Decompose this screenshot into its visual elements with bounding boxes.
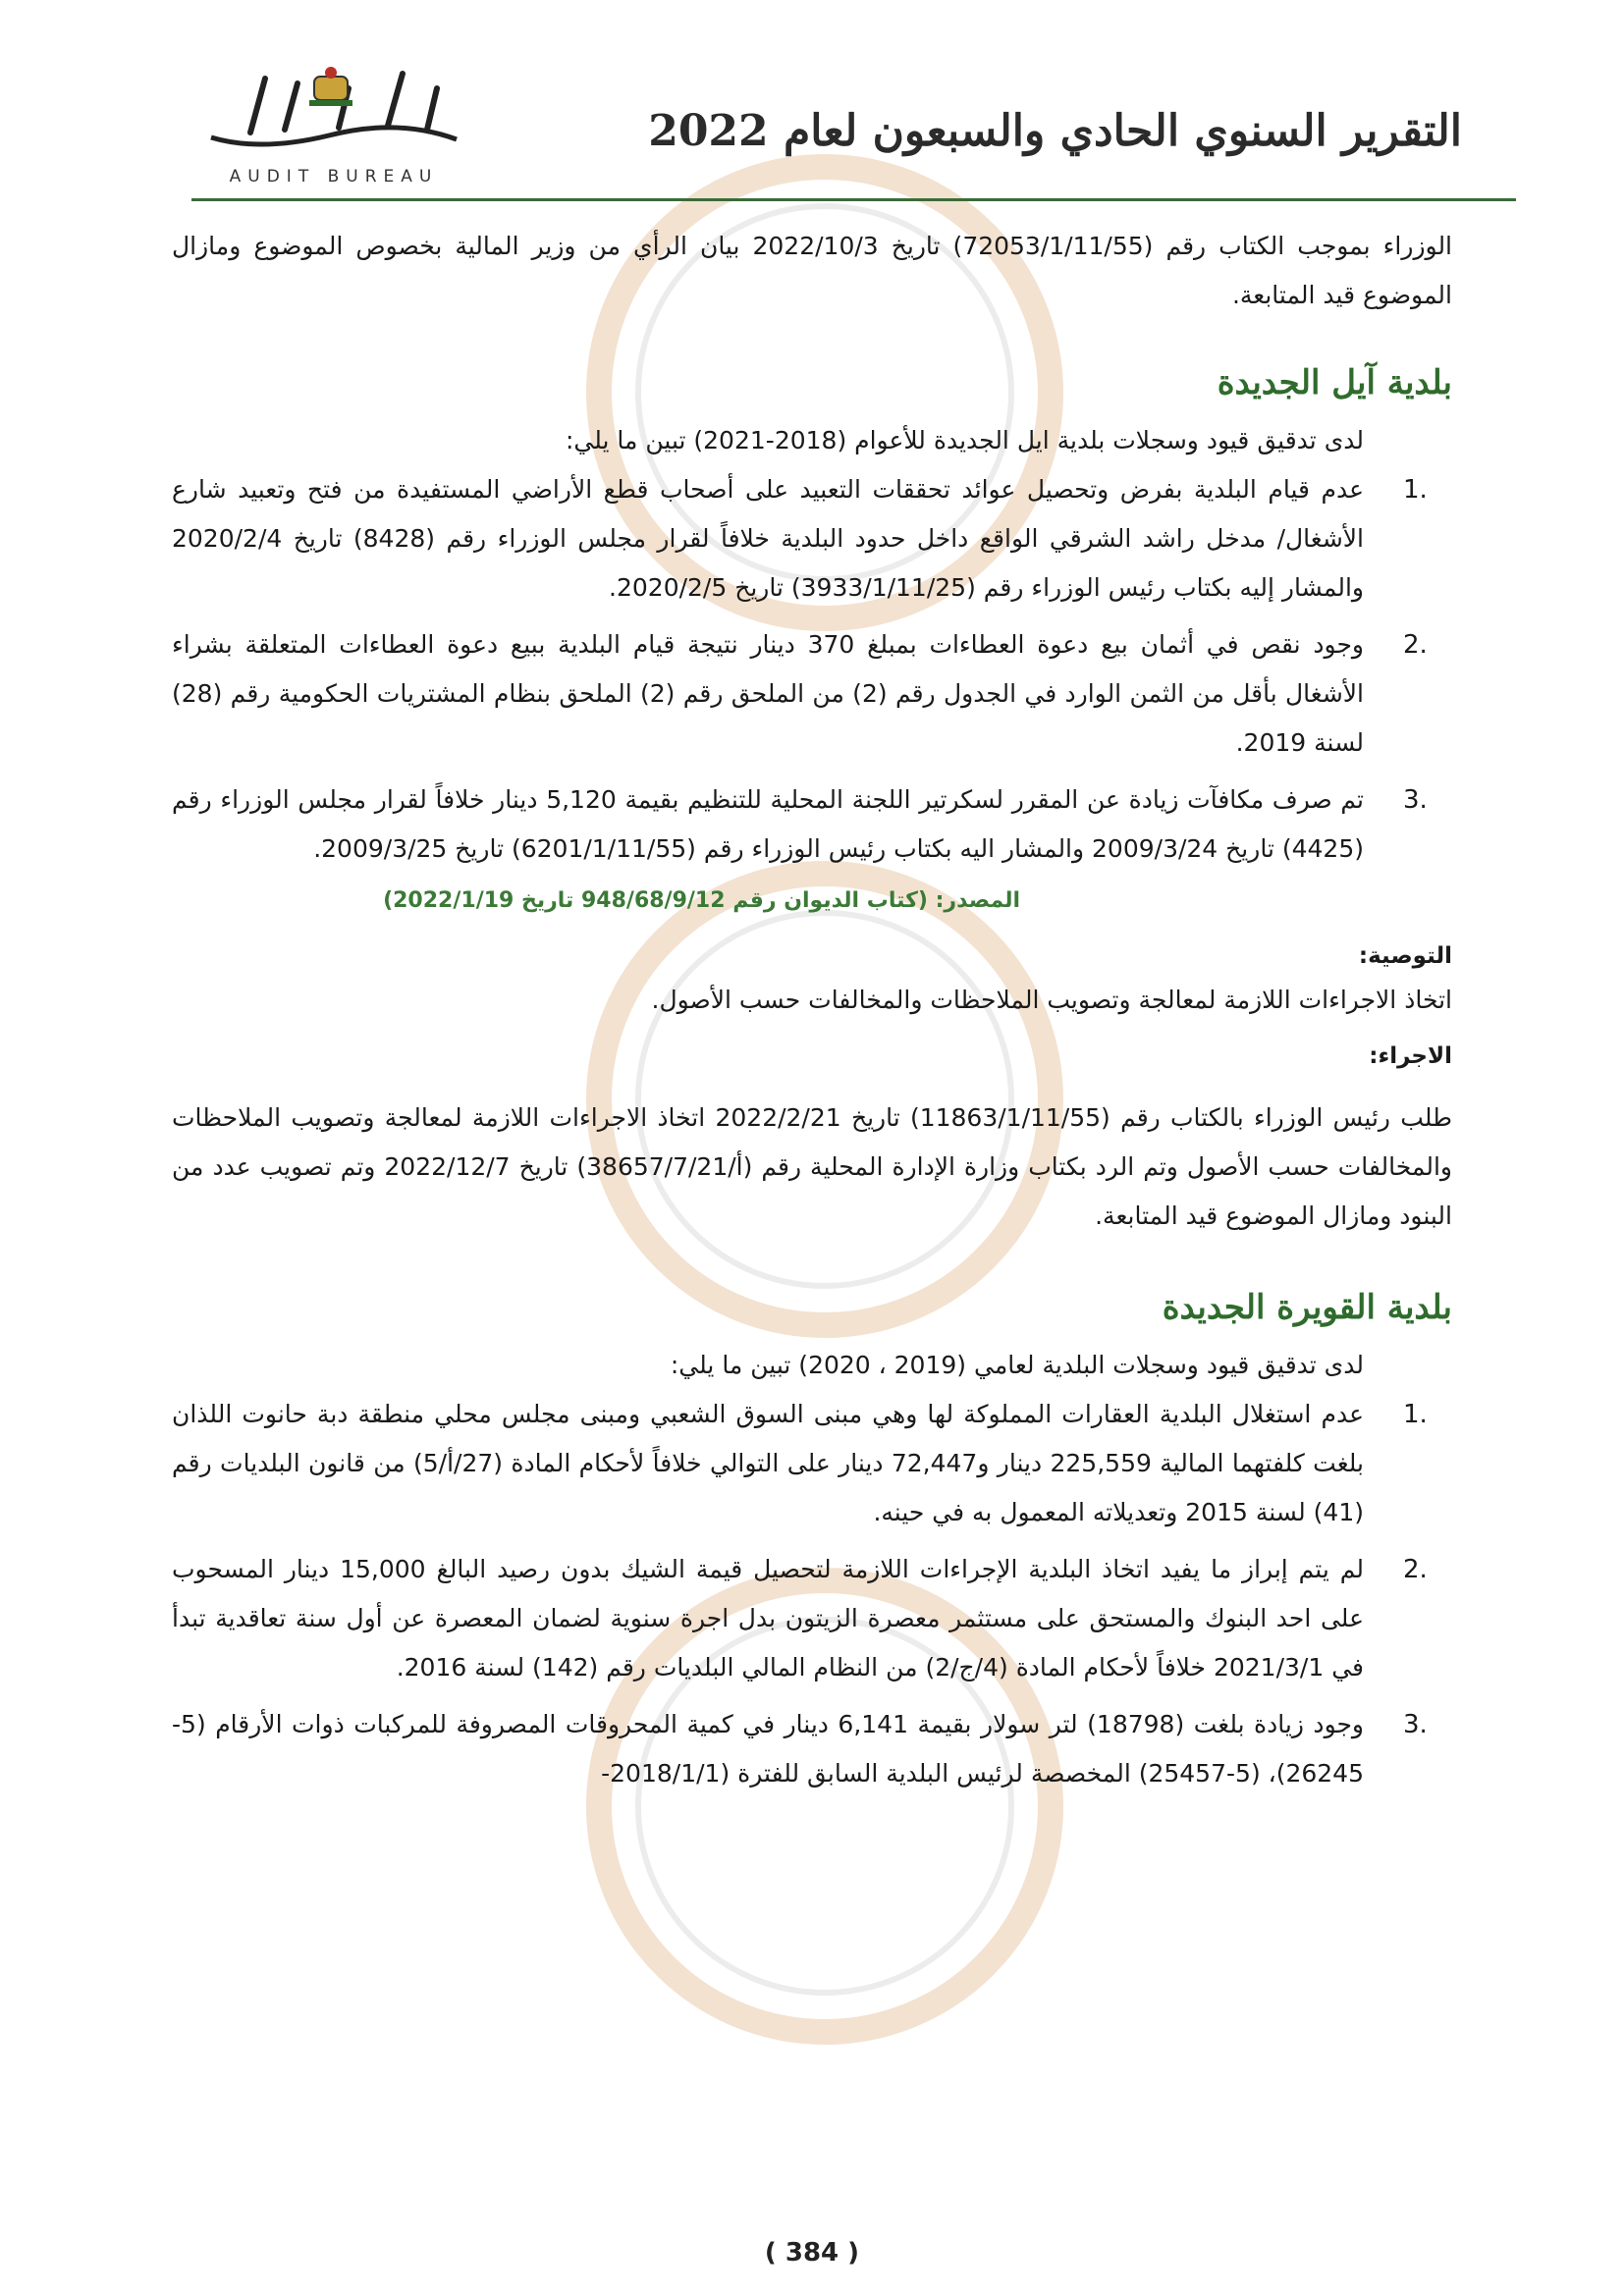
item-text: وجود نقص في أثمان بيع دعوة العطاءات بمبلغ 370 دينار نتيجة قيام البلدية ببيع دعوة العطاءات المتعلقة بشراء الأشغال بأقل من الثمن الوارد في الجدول رقم (2) من الملحق رقم (2) الملحق بنظام المشتريات الحكومية رقم (28) لسنة 2019. [172,630,1364,757]
list-item [172,1545,1428,1692]
logo-emblem-icon [191,59,476,167]
item-text: وجود زيادة بلغت (18798) لتر سولار بقيمة 6,141 دينار في كمية المحروقات المصروفة للمركبات ذوات الأرقام (5-26245)، (5-25457) المخصصة لرئيس البلدية السابق للفترة (2018/1/1- [172,1710,1365,1788]
list-item [172,775,1428,874]
findings-list-ayel [172,465,1428,874]
item-number: 2. [1403,1555,1428,1584]
item-number: 1. [1403,475,1428,505]
list-item [172,1700,1428,1798]
list-item [172,465,1428,613]
item-number: 3. [1403,785,1428,815]
item-number: 2. [1403,630,1428,660]
recommendation-label: التوصية: [1358,943,1452,969]
report-title: التقرير السنوي الحادي والسبعون لعام 2022 [648,106,1462,156]
item-text: لم يتم إبراز ما يفيد اتخاذ البلدية الإجراءات اللازمة لتحصيل قيمة الشيك بدون رصيد البالغ 15,000 دينار المسحوب على احد البنوك والمستحق على مستثمر معصرة الزيتون بدل اجرة سنوية لضمان المعصرة عن أول سنة تعاقدية تبدأ في 2021/3/1 خلافاً لأحكام المادة (4/ج/2) من النظام المالي البلديات رقم (142) لسنة 2016. [172,1555,1364,1682]
list-item [172,1390,1428,1537]
recommendation-text: اتخاذ الاجراءات اللازمة لمعالجة وتصويب الملاحظات والمخالفات حسب الأصول. [651,986,1452,1014]
section-title-ayel: بلدية آيل الجديدة [1217,363,1452,402]
item-text: عدم قيام البلدية بفرض وتحصيل عوائد تحققات التعبيد على أصحاب قطع الأراضي المستفيدة من فتح وتعبيد شارع الأشغال/ مدخل راشد الشرقي الواقع داخل حدود البلدية خلافاً لقرار مجلس الوزراء رقم (8428) تاريخ 2020/2/4 والمشار إليه بكتاب رئيس الوزراء رقم (3933/1/11/25) تاريخ 2020/2/5. [172,475,1365,602]
section-intro-quweira: لدى تدقيق قيود وسجلات البلدية لعامي (2019 ، 2020) تبين ما يلي: [670,1351,1364,1379]
item-number: 1. [1403,1400,1428,1429]
main-content [172,214,1452,1798]
list-item [172,620,1428,768]
item-number: 3. [1403,1710,1428,1739]
audit-bureau-logo [191,59,476,187]
findings-list-quweira [172,1390,1428,1798]
opening-paragraph: الوزراء بموجب الكتاب رقم (72053/1/11/55) تاريخ 2022/10/3 بيان الرأي من وزير المالية بخصوص الموضوع ومازال الموضوع قيد المتابعة. [172,232,1453,309]
page-number: ( 384 ) [764,2238,860,2268]
page-header [191,59,1462,206]
section-intro-ayel: لدى تدقيق قيود وسجلات بلدية ايل الجديدة للأعوام (2018-2021) تبين ما يلي: [565,426,1364,454]
action-text: طلب رئيس الوزراء بالكتاب رقم (11863/1/11/55) تاريخ 2022/2/21 اتخاذ الاجراءات اللازمة لمعالجة وتصويب الملاحظات والمخالفات حسب الأصول وتم الرد بكتاب وزارة الإدارة المحلية رقم (أ/38657/7/21) تاريخ 2022/12/7 وتم تصويب عدد من البنود ومازال الموضوع قيد المتابعة. [172,1103,1453,1230]
logo-caption: AUDIT BUREAU [229,167,439,187]
header-divider [191,198,1516,201]
action-label: الاجراء: [1369,1043,1452,1069]
section-title-quweira: بلدية القويرة الجديدة [1162,1288,1452,1327]
source-citation: المصدر: (كتاب الديوان رقم 948/68/9/12 تاريخ 2022/1/19) [383,888,1020,913]
item-text: عدم استغلال البلدية العقارات المملوكة لها وهي مبنى السوق الشعبي ومبنى مجلس محلي منطقة دبة حانوت اللذان بلغت كلفتهما المالية 225,559 دينار و72,447 دينار على التوالي خلافاً لأحكام المادة (27/أ/5) من قانون البلديات رقم (41) لسنة 2015 وتعديلاته المعمول به في حينه. [172,1400,1365,1526]
item-text: تم صرف مكافآت زيادة عن المقرر لسكرتير اللجنة المحلية للتنظيم بقيمة 5,120 دينار خلافاً لقرار مجلس الوزراء رقم (4425) تاريخ 2009/3/24 والمشار اليه بكتاب رئيس الوزراء رقم (6201/1/11/55) تاريخ 2009/3/25. [172,785,1365,863]
